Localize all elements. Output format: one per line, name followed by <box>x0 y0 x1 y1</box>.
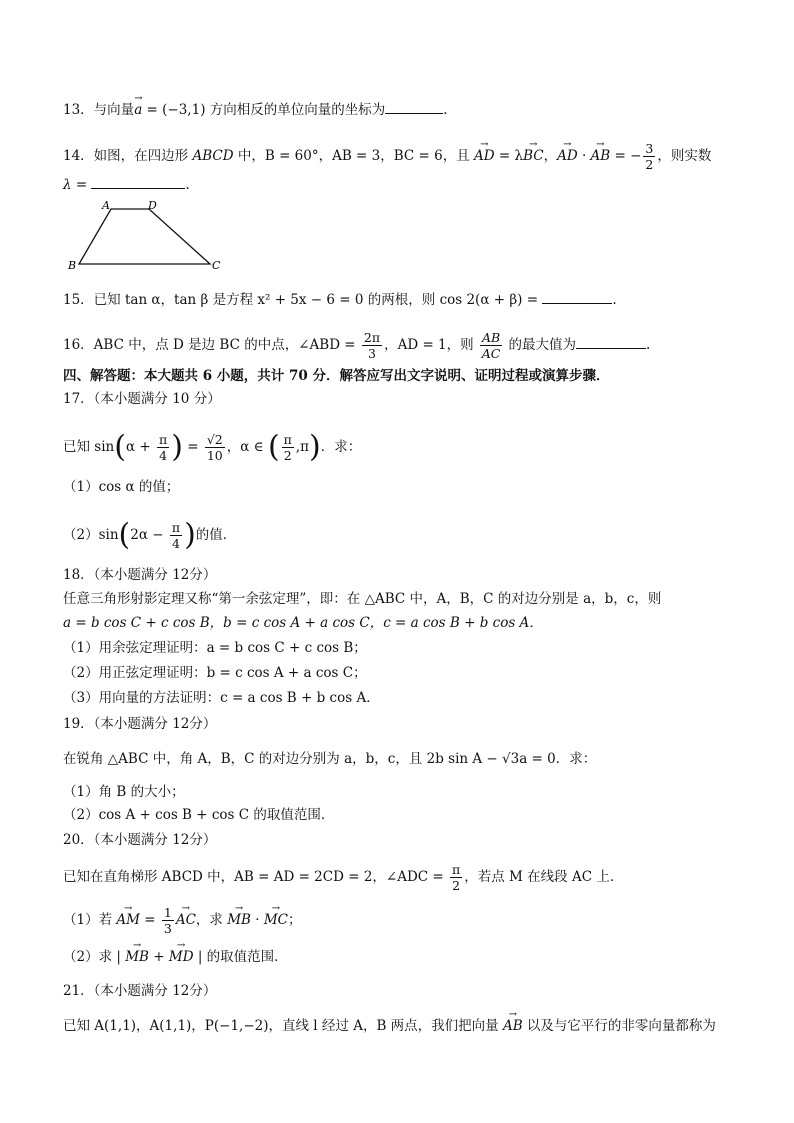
q18-part-2: （2）用正弦定理证明：b = c cos A + a cos C； <box>63 665 367 681</box>
q20-dot: · <box>250 912 264 928</box>
fig-label-a: A <box>102 199 110 212</box>
q17-pi: ,π <box>295 439 310 455</box>
q14-vector-ad: → AD <box>474 147 495 165</box>
section-heading: 四、解答题：本大题共 6 小题，共计 70 分．解答应写出文字说明、证明过程或演算步骤． <box>63 368 610 384</box>
q14-text-3: ，则实数 <box>657 148 712 164</box>
q14-text: 14．如图，在四边形 <box>63 148 189 164</box>
q20-p1-pre: （1）若 <box>63 912 117 928</box>
q20-vector-mc: → MC <box>264 911 288 929</box>
q17-p2-fraction <box>170 520 182 551</box>
q17-p2-num: π <box>171 520 181 535</box>
q14-frac-num: 3 <box>645 141 654 156</box>
q17-part-2 <box>63 517 237 553</box>
q14-vector-ab: → AB <box>591 147 611 165</box>
q21-vector-ab: → AB <box>503 1017 523 1035</box>
q17-fraction-2 <box>205 432 225 463</box>
q21-stem <box>63 1017 716 1035</box>
q17-sin: 已知 sin <box>63 439 115 455</box>
q14-line-2 <box>63 176 190 194</box>
q16-text: 16．ABC 中，点 D 是边 BC 的中点，∠ABD = <box>63 337 360 353</box>
q16-frac2-num: AB <box>481 330 501 345</box>
q20-p1-mid: ，求 <box>195 912 228 928</box>
q17-paren-open-2: ( <box>267 429 280 465</box>
q13-line <box>63 101 448 119</box>
q20-vector-md: → MD <box>169 948 194 966</box>
q17-alpha-plus: α + <box>125 439 155 455</box>
q17-p2-den: 4 <box>171 536 180 551</box>
q17-fraction-3 <box>282 432 294 463</box>
q17-f3-den: 2 <box>283 448 292 463</box>
q17-fraction-1 <box>157 432 169 463</box>
q20-frac-num: π <box>452 862 461 877</box>
q14-fraction <box>643 141 655 172</box>
q16-text-3: 的最大值为 <box>504 337 576 353</box>
q20-p2-post: | 的取值范围． <box>193 949 288 965</box>
q18-part-1: （1）用余弦定理证明：a = b cos C + c cos B； <box>63 640 367 656</box>
q20-vector-mb: → MB <box>227 911 251 929</box>
q13-period: . <box>443 102 448 118</box>
q21-stem-text: 已知 A(1,1)，A(1,1)，P(−1,−2)，直线 l 经过 A，B 两点，我们把向量 <box>63 1018 503 1034</box>
q14-quad-name: ABCD <box>192 148 234 164</box>
q13-text-2: = (−3,1) 方向相反的单位向量的坐标为 <box>142 102 386 118</box>
q13-text: 13．与向量 <box>63 102 135 118</box>
q14-vector-ad-2: → AD <box>557 147 578 165</box>
q15-answer-blank[interactable] <box>542 291 612 304</box>
q19-part-1: （1）角 B 的大小； <box>63 784 185 800</box>
q16-line <box>63 330 650 361</box>
trapezoid-figure <box>62 196 232 274</box>
q17-f2-num: √2 <box>206 432 223 447</box>
q19-stem: 在锐角 △ABC 中，角 A，B，C 的对边分别为 a，b，c，且 2b sin A − √3a = 0．求： <box>63 751 597 767</box>
q20-part-2 <box>63 948 288 966</box>
q17-stem <box>63 429 362 465</box>
q20-stem-text-2: ，若点 M 在线段 AC 上． <box>464 869 624 885</box>
q14-answer-blank[interactable] <box>91 176 185 189</box>
q20-vector-ac: → AC <box>176 911 196 929</box>
q21-heading: 21．（本小题满分 12分） <box>63 983 217 999</box>
q16-answer-blank[interactable] <box>576 336 646 349</box>
q14-lambda: λ = <box>63 177 92 193</box>
q13-answer-blank[interactable] <box>385 101 443 114</box>
q14-comma: ， <box>543 148 558 164</box>
q17-f1-den: 4 <box>159 448 168 463</box>
q20-fraction <box>450 862 462 893</box>
fig-label-d: D <box>148 199 157 212</box>
q16-frac-den: 3 <box>368 346 376 361</box>
q16-fraction <box>362 330 382 361</box>
q17-heading: 17．（本小题满分 10 分） <box>63 391 221 407</box>
q19-part-2: （2）cos A + cos B + cos C 的取值范围． <box>63 807 335 823</box>
q18-stem: 任意三角形射影定理又称“第一余弦定理”，即：在 △ABC 中，A，B，C 的对边分别是 a，b，c，则 <box>63 591 662 607</box>
q14-vector-bc: → BC <box>523 147 544 165</box>
q20-vector-am: → AM <box>116 911 140 929</box>
q15-line <box>63 291 617 309</box>
q15-period: . <box>612 292 617 308</box>
q20-plus: + <box>148 949 169 965</box>
q20-stem-text: 已知在直角梯形 ABCD 中，AB = AD = 2CD = 2，∠ADC = <box>63 869 449 885</box>
q19-heading: 19．（本小题满分 12分） <box>63 716 217 732</box>
q16-text-2: ，AD = 1，则 <box>384 337 478 353</box>
q20-p1-num: 1 <box>163 905 172 920</box>
q20-p2-pre: （2）求 | <box>63 949 126 965</box>
q17-p2-post: 的值． <box>195 527 237 543</box>
fig-label-b: B <box>68 259 77 272</box>
q17-p2-expr: 2α − <box>130 527 168 543</box>
q16-frac2-den: AC <box>481 346 501 361</box>
q17-p2-close: ) <box>184 517 196 553</box>
q20-p1-fraction <box>162 905 174 936</box>
q17-ask: ．求： <box>320 439 362 455</box>
q20-p1-den: 3 <box>163 921 172 936</box>
q17-p2-open: ( <box>118 517 131 553</box>
q16-fraction-2 <box>480 330 502 361</box>
q14-line <box>63 141 711 172</box>
q14-text-2: 中，B = 60°，AB = 3，BC = 6，且 <box>233 148 475 164</box>
q17-f2-den: 10 <box>206 448 223 463</box>
q20-frac-den: 2 <box>452 878 461 893</box>
q17-paren-close-2: ) <box>309 429 321 465</box>
q17-f1-num: π <box>158 432 168 447</box>
q13-vector-a: → a <box>134 101 142 119</box>
q17-p2-sin: （2）sin <box>63 527 119 543</box>
q18-formulas: a = b cos C + c cos B，b = c cos A + a cos C，c = a cos B + b cos A． <box>63 615 543 631</box>
q17-alpha-in: ，α ∈ <box>226 439 268 455</box>
q15-text: 15．已知 tan α，tan β 是方程 x² + 5x − 6 = 0 的两根，则 cos 2(α + β) = <box>63 292 543 308</box>
q20-part-1 <box>63 905 302 936</box>
q20-stem <box>63 862 623 893</box>
q20-heading: 20．（本小题满分 12分） <box>63 832 217 848</box>
q20-p1-eq: = <box>139 912 160 928</box>
q20-p1-end: ； <box>288 912 302 928</box>
q14-period: . <box>185 177 190 193</box>
fig-label-c: C <box>212 259 221 272</box>
q14-eq-2: = − <box>610 148 642 164</box>
q20-vector-mb-2: → MB <box>125 948 149 966</box>
q17-f3-num: π <box>283 432 292 447</box>
q17-paren-close: ) <box>171 429 183 465</box>
q17-part-1: （1）cos α 的值； <box>63 479 180 495</box>
q14-eq: = λ <box>494 148 524 164</box>
q16-frac-num: 2π <box>363 330 381 345</box>
q17-paren-open: ( <box>114 429 126 465</box>
q14-frac-den: 2 <box>645 157 654 172</box>
q18-heading: 18．（本小题满分 12分） <box>63 567 217 583</box>
q21-stem-text-2: 以及与它平行的非零向量都称为 <box>522 1018 716 1034</box>
q16-period: . <box>645 337 651 353</box>
q18-part-3: （3）用向量的方法证明：c = a cos B + b cos A． <box>63 690 380 706</box>
q14-dot: · <box>577 148 591 164</box>
q17-eq: = <box>182 439 203 455</box>
